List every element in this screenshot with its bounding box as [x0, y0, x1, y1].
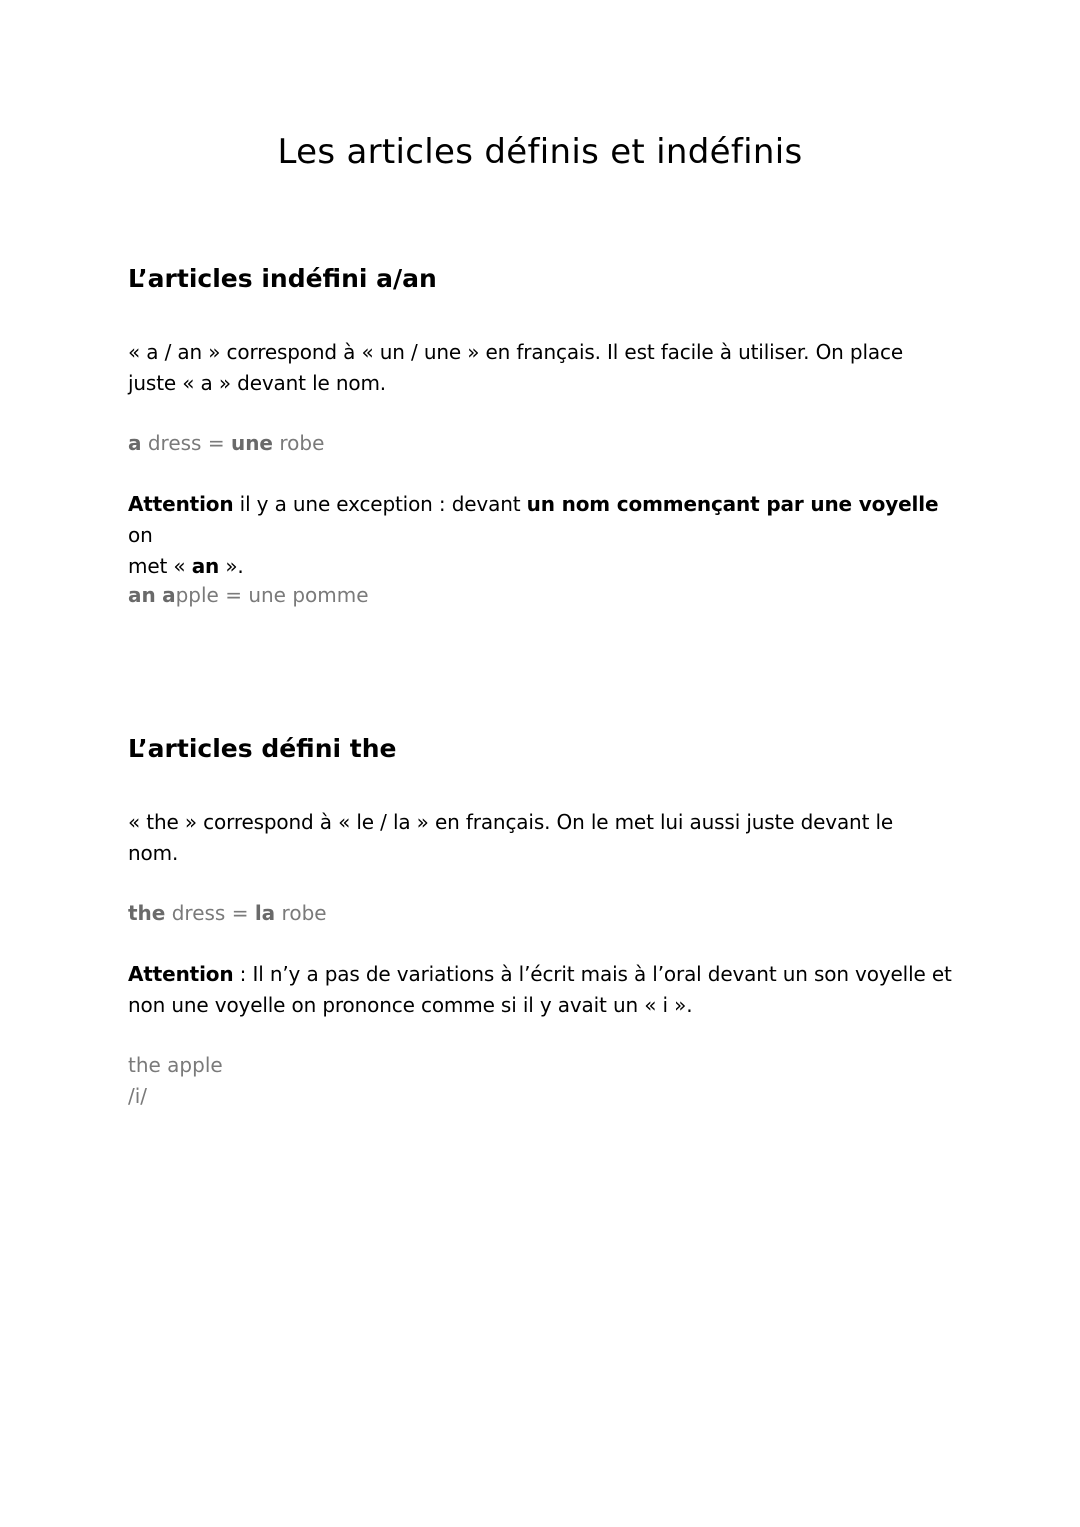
example-text: robe	[275, 901, 327, 925]
definite-example-apple	[128, 1050, 958, 1112]
definite-intro-line2: nom.	[128, 841, 179, 865]
example-text: dress =	[165, 901, 255, 925]
example-fr-article: la	[254, 901, 276, 925]
indefinite-example-apple	[128, 580, 958, 611]
indefinite-example-dress	[128, 428, 958, 459]
indefinite-intro-line1: « a / an » correspond à « un / une » en français. Il est facile à utiliser. On place	[128, 340, 903, 364]
attention-text: : Il n’y a pas de variations à l’écrit mais à l’oral devant un son voyelle et	[233, 962, 952, 986]
attention-label: Attention	[128, 962, 234, 986]
example-article: an	[128, 583, 156, 607]
example-vowel: a	[162, 583, 176, 607]
attention-text: met «	[128, 554, 192, 578]
indefinite-intro	[128, 337, 958, 399]
definite-example-dress	[128, 898, 958, 929]
attention-text: non une voyelle on prononce comme si il y avait un « i ».	[128, 993, 693, 1017]
example-text: dress =	[141, 431, 231, 455]
section-heading-definite: L’articles défini the	[128, 734, 397, 763]
example-text: pple = une pomme	[175, 583, 369, 607]
example-article: a	[128, 431, 142, 455]
definite-intro-line1: « the » correspond à « le / la » en français. On le met lui aussi juste devant le	[128, 810, 894, 834]
example-fr-article: une	[230, 431, 273, 455]
section-heading-indefinite: L’articles indéfini a/an	[128, 264, 437, 293]
example-text: robe	[273, 431, 325, 455]
attention-emphasis: an	[191, 554, 220, 578]
attention-text: on	[128, 523, 153, 547]
example-pronunciation: /i/	[128, 1084, 148, 1108]
example-article: the	[128, 901, 166, 925]
definite-attention	[128, 959, 958, 1021]
indefinite-attention	[128, 489, 958, 582]
indefinite-intro-line2: juste « a » devant le nom.	[128, 371, 386, 395]
example-phrase: the apple	[128, 1053, 223, 1077]
attention-label: Attention	[128, 492, 234, 516]
page-title: Les articles définis et indéfinis	[277, 132, 803, 172]
attention-emphasis: un nom commençant par une voyelle	[526, 492, 939, 516]
attention-text: ».	[219, 554, 244, 578]
definite-intro	[128, 807, 958, 869]
attention-text: il y a une exception : devant	[233, 492, 527, 516]
